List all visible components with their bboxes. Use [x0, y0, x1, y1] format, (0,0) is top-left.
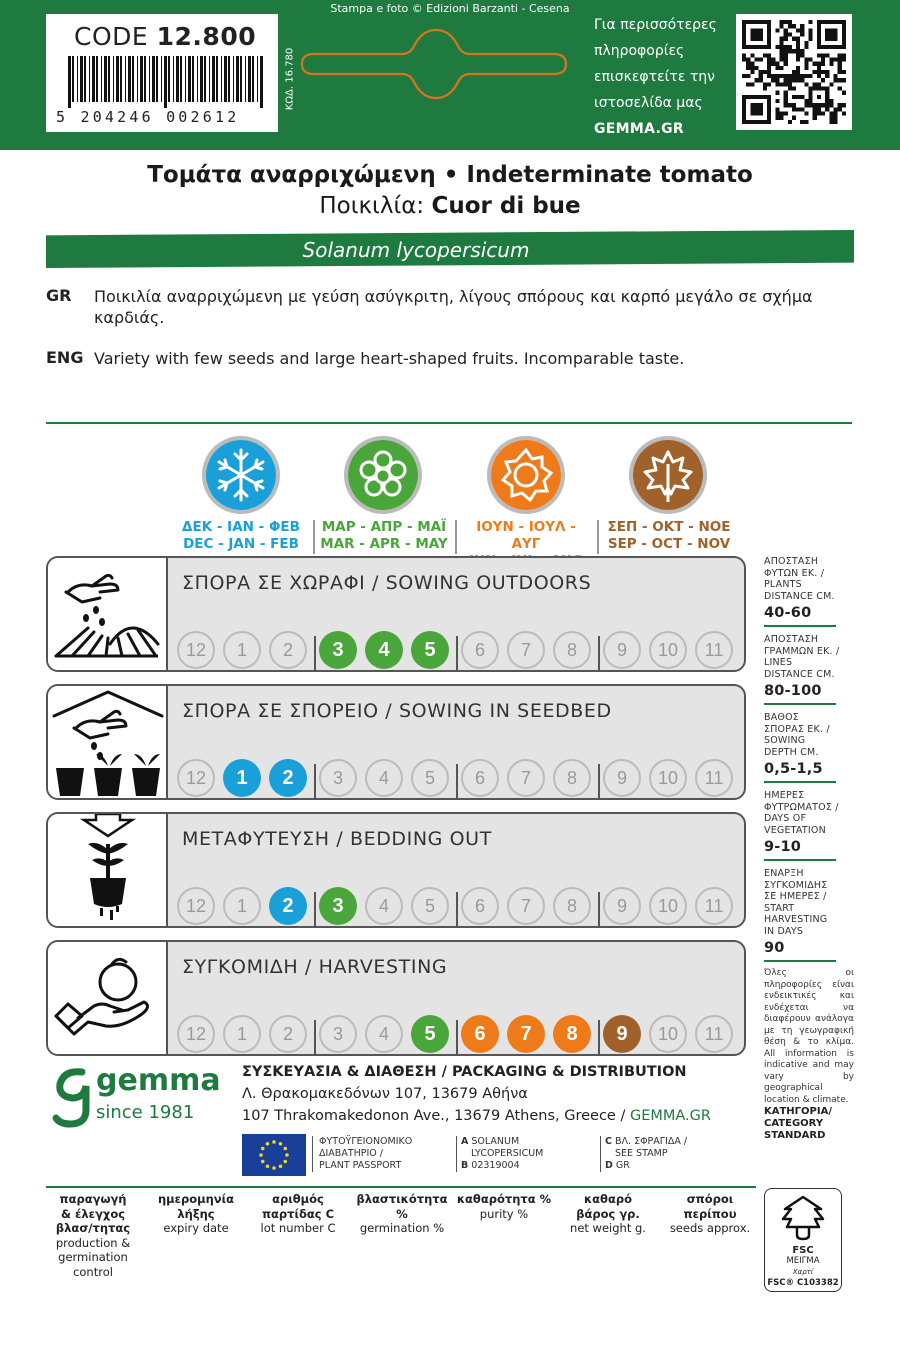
spec-start-harvesting: ΕΝΑΡΞΗ ΣΥΓΚΟΜΙΔΗΣ ΣΕ ΗΜΕΡΕΣ / START HARVESTING IN DAYS 90 — [764, 868, 840, 962]
plant-passport-cd: C ΒΛ. ΣΦΡΑΓΙΔΑ / SEE STAMP D GR — [600, 1136, 730, 1172]
season-winter-months: ΔΕΚ - ΙΑΝ - ΦΕΒ DEC - JAN - FEB — [182, 519, 300, 552]
harvesting-icon — [48, 942, 168, 1054]
disclaimer: Όλες οι πληροφορίες είναι ενδεικτικές και ενδέχεται να διαφέρουν ανάλογα με τη γεωγραφική θέση & το κλίμα. All information is indicative and may vary by geographical location & climate. — [764, 968, 854, 1105]
month-3: 3 — [319, 887, 357, 925]
gr-lang-label: GR — [46, 286, 72, 305]
month-track — [175, 1014, 743, 1054]
info-text: Για περισσότερες πληροφορίες επισκεφτείτε την ιστοσελίδα μας GEMMA.GR — [594, 12, 734, 142]
month-6: 6 — [461, 887, 499, 925]
footer-purity: καθαρότητα % purity % — [456, 1192, 552, 1221]
flower-icon — [344, 436, 422, 514]
row-label: ΣΥΓΚΟΜΙΔΗ / HARVESTING — [182, 956, 448, 978]
month-4: 4 — [365, 1015, 403, 1053]
gemma-logo — [46, 1062, 236, 1132]
spec-value: 80-100 — [764, 683, 822, 699]
month-2: 2 — [269, 631, 307, 669]
gr-description: Ποικιλία αναρριχώμενη με γεύση ασύγκριτη, λίγους σπόρους και καρπό μεγάλο σε σχήμα καρδιάς. — [94, 287, 813, 327]
month-12: 12 — [177, 759, 215, 797]
print-credit: Stampa e foto © Edizioni Barzanti - Cesena — [330, 2, 570, 15]
fsc-mix: ΜΕΙΓΜΑ — [786, 1256, 820, 1266]
footer-seeds: σπόροι περίπου seeds approx. — [669, 1192, 751, 1235]
bedding-out-icon — [48, 814, 168, 926]
spec-value: 0,5-1,5 — [764, 761, 823, 777]
month-9: 9 — [603, 1015, 641, 1053]
quarter-separator — [314, 764, 316, 800]
spec-sowing-depth: ΒΑΘΟΣ ΣΠΟΡΑΣ ΕΚ. / SOWING DEPTH CM. 0,5-1,5 — [764, 712, 840, 783]
en-lang-label: ENG — [46, 348, 84, 367]
eu-flag-icon — [242, 1134, 306, 1176]
info-site-link[interactable]: GEMMA.GR — [594, 121, 685, 137]
month-track — [175, 758, 743, 798]
month-11: 11 — [695, 1015, 733, 1053]
month-12: 12 — [177, 1015, 215, 1053]
month-9: 9 — [603, 759, 641, 797]
month-7: 7 — [507, 759, 545, 797]
month-5: 5 — [411, 887, 449, 925]
month-9: 9 — [603, 631, 641, 669]
month-1: 1 — [223, 631, 261, 669]
month-2: 2 — [269, 759, 307, 797]
spec-value: 40-60 — [764, 605, 812, 621]
month-8: 8 — [553, 631, 591, 669]
month-5: 5 — [411, 759, 449, 797]
month-3: 3 — [319, 759, 357, 797]
fsc-code: FSC® C103382 — [767, 1278, 839, 1288]
row-sowing-outdoors — [46, 556, 746, 672]
sowing-outdoors-icon — [48, 558, 168, 670]
product-title: Τομάτα αναρριχώμενη • Indeterminate tomato — [147, 162, 753, 188]
season-separator — [597, 520, 599, 554]
hang-hole-icon — [296, 20, 572, 108]
plant-passport-ab: A SOLANUM LYCOPERSICUM B 02319004 — [456, 1136, 596, 1172]
row-sowing-seedbed — [46, 684, 746, 800]
variety-title: Ποικιλία: Cuor di bue — [319, 193, 581, 219]
month-2: 2 — [269, 887, 307, 925]
spec-line-distance: ΑΠΟΣΤΑΣΗ ΓΡΑΜΜΩΝ ΕΚ. / LINES DISTANCE CM. 80-100 — [764, 634, 840, 705]
quarter-separator — [314, 636, 316, 672]
svg-text:since 1981: since 1981 — [96, 1102, 195, 1123]
quarter-separator — [598, 1020, 600, 1056]
season-spring-months: ΜΑΡ - ΑΠΡ - ΜΑΪ MAR - APR - MAY — [320, 519, 448, 552]
quarter-separator — [456, 892, 458, 928]
row-label: ΣΠΟΡΑ ΣΕ ΧΩΡΑΦΙ / SOWING OUTDOORS — [182, 572, 592, 594]
quarter-separator — [456, 1020, 458, 1056]
month-8: 8 — [553, 759, 591, 797]
fsc-badge — [764, 1188, 842, 1292]
product-code: CODE 12.800 — [74, 22, 257, 51]
month-12: 12 — [177, 887, 215, 925]
season-separator — [455, 520, 457, 554]
month-5: 5 — [411, 631, 449, 669]
month-10: 10 — [649, 1015, 687, 1053]
month-4: 4 — [365, 759, 403, 797]
seedbed-icon — [48, 686, 168, 798]
quarter-separator — [456, 764, 458, 800]
footer-germination: βλαστικότητα % germination % — [356, 1192, 448, 1235]
quarter-separator — [598, 892, 600, 928]
snowflake-icon — [202, 436, 280, 514]
spec-value: 90 — [764, 940, 785, 956]
season-autumn-months: ΣΕΠ - ΟΚΤ - ΝΟΕ SEP - OCT - NOV — [607, 519, 731, 552]
barcode-icon — [66, 56, 266, 108]
month-3: 3 — [319, 631, 357, 669]
month-7: 7 — [507, 631, 545, 669]
leaf-icon — [629, 436, 707, 514]
month-11: 11 — [695, 759, 733, 797]
month-4: 4 — [365, 631, 403, 669]
quarter-separator — [598, 764, 600, 800]
month-10: 10 — [649, 887, 687, 925]
month-6: 6 — [461, 759, 499, 797]
month-8: 8 — [553, 1015, 591, 1053]
quarter-separator — [598, 636, 600, 672]
month-10: 10 — [649, 759, 687, 797]
qr-code-icon[interactable] — [742, 20, 846, 124]
month-11: 11 — [695, 887, 733, 925]
barcode-number: 5 204246 002612 — [56, 108, 240, 126]
month-5: 5 — [411, 1015, 449, 1053]
month-10: 10 — [649, 631, 687, 669]
footer-expiry: ημερομηνία λήξης expiry date — [157, 1192, 235, 1235]
season-summer-months: ΙΟΥΝ - ΙΟΥΛ - ΑΥΓ — [476, 519, 576, 552]
month-1: 1 — [223, 1015, 261, 1053]
month-7: 7 — [507, 1015, 545, 1053]
month-12: 12 — [177, 631, 215, 669]
fsc-tree-icon — [779, 1193, 827, 1245]
latin-name: Solanum lycopersicum — [302, 238, 530, 262]
quarter-separator — [314, 1020, 316, 1056]
month-11: 11 — [695, 631, 733, 669]
spec-plant-distance: ΑΠΟΣΤΑΣΗ ΦΥΤΩΝ ΕΚ. / PLANTS DISTANCE CM. 40-60 — [764, 556, 840, 627]
fsc-paper: Χαρτί — [792, 1268, 814, 1276]
month-8: 8 — [553, 887, 591, 925]
row-harvesting — [46, 940, 746, 1056]
divider — [46, 1186, 756, 1188]
month-1: 1 — [223, 887, 261, 925]
row-bedding-out — [46, 812, 746, 928]
footer-net-weight: καθαρό βάρος γρ. net weight g. — [570, 1192, 646, 1235]
footer-production: παραγωγή & έλεγχος βλασ/τητας production & germination control — [55, 1192, 131, 1279]
kod-label: ΚΩΔ. 16.780 — [284, 47, 296, 111]
month-7: 7 — [507, 887, 545, 925]
month-2: 2 — [269, 1015, 307, 1053]
month-4: 4 — [365, 887, 403, 925]
row-label: ΜΕΤΑΦΥΤΕΥΣΗ / BEDDING OUT — [182, 828, 492, 850]
en-description: Variety with few seeds and large heart-shaped fruits. Incomparable taste. — [94, 349, 685, 368]
footer-lot: αριθμός παρτίδας C lot number C — [260, 1192, 336, 1235]
packaging-address-en: 107 Thrakomakedonon Ave., 13679 Athens, Greece / GEMMA.GR — [242, 1108, 711, 1124]
sun-icon — [487, 436, 565, 514]
packaging-address-gr: Λ. Θρακομακεδόνων 107, 13679 Αθήνα — [242, 1086, 528, 1102]
month-track — [175, 886, 743, 926]
month-6: 6 — [461, 1015, 499, 1053]
plant-passport-label: ΦΥΤΟΫΓΕΙΟΝΟΜΙΚΟ ΔΙΑΒΑΤΗΡΙΟ / PLANT PASSPORT — [312, 1136, 452, 1172]
month-9: 9 — [603, 887, 641, 925]
divider — [46, 422, 852, 424]
category-label: ΚΑΤΗΓΟΡΙΑ/ CATEGORY STANDARD — [764, 1106, 832, 1141]
packaging-site-link[interactable]: GEMMA.GR — [629, 1108, 711, 1124]
month-3: 3 — [319, 1015, 357, 1053]
spec-value: 9-10 — [764, 839, 802, 855]
month-6: 6 — [461, 631, 499, 669]
row-label: ΣΠΟΡΑ ΣΕ ΣΠΟΡΕΙΟ / SOWING IN SEEDBED — [182, 700, 612, 722]
packaging-title: ΣΥΣΚΕΥΑΣΙΑ & ΔΙΑΘΕΣΗ / PACKAGING & DISTRIBUTION — [242, 1064, 687, 1080]
month-track — [175, 630, 743, 670]
spec-days-vegetation: ΗΜΕΡΕΣ ΦΥΤΡΩΜΑΤΟΣ / DAYS OF VEGETATION 9-10 — [764, 790, 840, 861]
svg-text:gemma: gemma — [96, 1063, 221, 1098]
quarter-separator — [314, 892, 316, 928]
quarter-separator — [456, 636, 458, 672]
month-1: 1 — [223, 759, 261, 797]
season-separator — [313, 520, 315, 554]
fsc-label: FSC — [792, 1245, 814, 1256]
